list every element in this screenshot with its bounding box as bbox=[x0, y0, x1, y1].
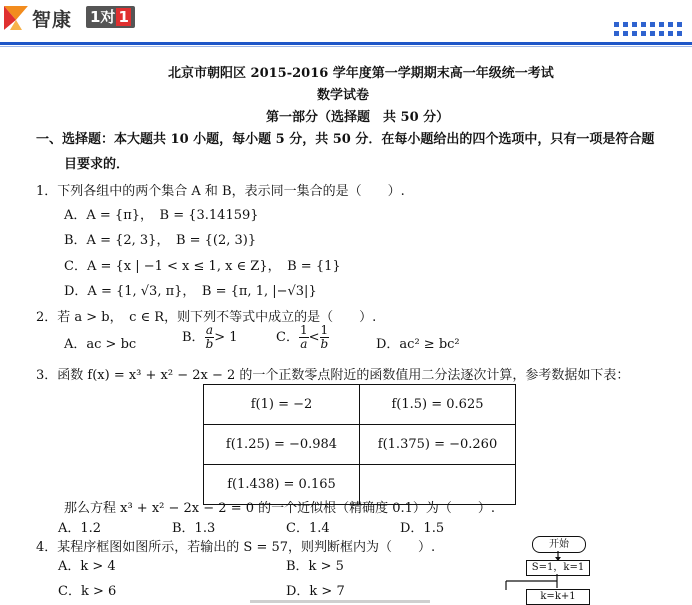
q1-option-b: B．A = {2, 3}， B = {(2, 3)} bbox=[64, 233, 257, 248]
header-rule bbox=[0, 42, 692, 45]
q2-option-b-numerator: a bbox=[205, 323, 213, 337]
q3-option-c: C．1.4 bbox=[286, 521, 330, 536]
flowchart-init: S=1，k=1 bbox=[526, 560, 590, 576]
table-cell: f(1.25) = −0.984 bbox=[204, 425, 360, 465]
decorative-dots-icon bbox=[612, 20, 688, 42]
section-instructions-line2: 目要求的． bbox=[64, 157, 130, 172]
q2-option-c bbox=[276, 324, 329, 351]
q2-c-left-denominator: a bbox=[300, 337, 308, 351]
table-cell: f(1) = −2 bbox=[204, 385, 360, 425]
q2-c-left-numerator: 1 bbox=[299, 323, 308, 337]
q3-option-b: B．1.3 bbox=[172, 521, 216, 536]
flowchart-step: k=k+1 bbox=[526, 589, 590, 605]
q3-follow-up: 那么方程 x³ + x² − 2x − 2 = 0 的一个近似根（精确度 0.1）为（ ）. bbox=[64, 501, 496, 516]
function-values-table bbox=[203, 384, 516, 505]
exam-title: 北京市朝阳区 2015-2016 学年度第一学期期末高一年级统一考试 bbox=[168, 66, 554, 81]
brand-name: 智康 bbox=[32, 9, 73, 31]
brand-badge-right: 1 bbox=[118, 8, 129, 26]
q1-option-d: D．A = {1, √3, π}， B = {π, 1, |−√3|} bbox=[64, 284, 317, 299]
q4-option-b: B．k > 5 bbox=[286, 559, 344, 574]
table-cell: f(1.438) = 0.165 bbox=[204, 465, 360, 505]
q4-option-a: A．k > 4 bbox=[58, 559, 116, 574]
q1-stem: 1．下列各组中的两个集合 A 和 B，表示同一集合的是（ ）. bbox=[36, 184, 405, 199]
q2-c-right-numerator: 1 bbox=[320, 323, 329, 337]
q2-option-b-label: B． bbox=[182, 330, 205, 345]
table-cell: f(1.5) = 0.625 bbox=[360, 385, 516, 425]
exam-subject: 数学试卷 bbox=[317, 88, 370, 103]
q2-option-d: D．ac² ≥ bc² bbox=[376, 337, 460, 352]
header-rule-thin bbox=[0, 46, 692, 47]
table-row bbox=[204, 385, 516, 425]
q3-option-a: A．1.2 bbox=[58, 521, 102, 536]
q4-stem: 4．某程序框图如图所示，若输出的 S = 57，则判断框内为（ ）. bbox=[36, 540, 436, 555]
part-heading: 第一部分（选择题 共 50 分） bbox=[266, 110, 450, 125]
zhikang-logo-icon bbox=[4, 6, 28, 30]
q2-c-right-denominator: b bbox=[320, 337, 329, 351]
q3-option-d: D．1.5 bbox=[400, 521, 445, 536]
table-row bbox=[204, 425, 516, 465]
q2-option-b-tail: > 1 bbox=[214, 330, 238, 345]
q3-stem: 3．函数 f(x) = x³ + x² − 2x − 2 的一个正数零点附近的函数值用二分法逐次计算，参考数据如下表： bbox=[36, 368, 630, 383]
brand-badge bbox=[86, 6, 135, 28]
q2-option-c-fraction-left bbox=[299, 324, 309, 351]
section-instructions-line1: 一、选择题：本大题共 10 小题，每小题 5 分，共 50 分．在每小题给出的四个选项中，只有一项是符合题 bbox=[36, 132, 655, 147]
flow-loop-arrow-icon bbox=[500, 574, 600, 590]
q2-option-b-denominator: b bbox=[205, 337, 214, 351]
table-cell: f(1.375) = −0.260 bbox=[360, 425, 516, 465]
q2-option-b bbox=[182, 324, 238, 351]
q1-option-c: C．A = {x | −1 < x ≤ 1, x ∈ Z}， B = {1} bbox=[64, 259, 341, 274]
q2-option-c-operator: < bbox=[308, 330, 320, 345]
q2-option-b-fraction bbox=[205, 324, 215, 351]
q1-option-a: A．A = {π}， B = {3.14159} bbox=[64, 208, 259, 223]
brand-badge-left: 1对 bbox=[90, 8, 116, 26]
page-header bbox=[0, 0, 692, 46]
q4-option-d: D．k > 7 bbox=[286, 584, 345, 599]
q4-option-c: C．k > 6 bbox=[58, 584, 117, 599]
flowchart-start: 开始 bbox=[532, 536, 586, 553]
q2-option-c-fraction-right bbox=[320, 324, 330, 351]
q2-stem: 2．若 a > b， c ∈ R，则下列不等式中成立的是（ ）. bbox=[36, 310, 377, 325]
q2-option-c-label: C． bbox=[276, 330, 299, 345]
q2-option-a: A．ac > bc bbox=[64, 337, 137, 352]
